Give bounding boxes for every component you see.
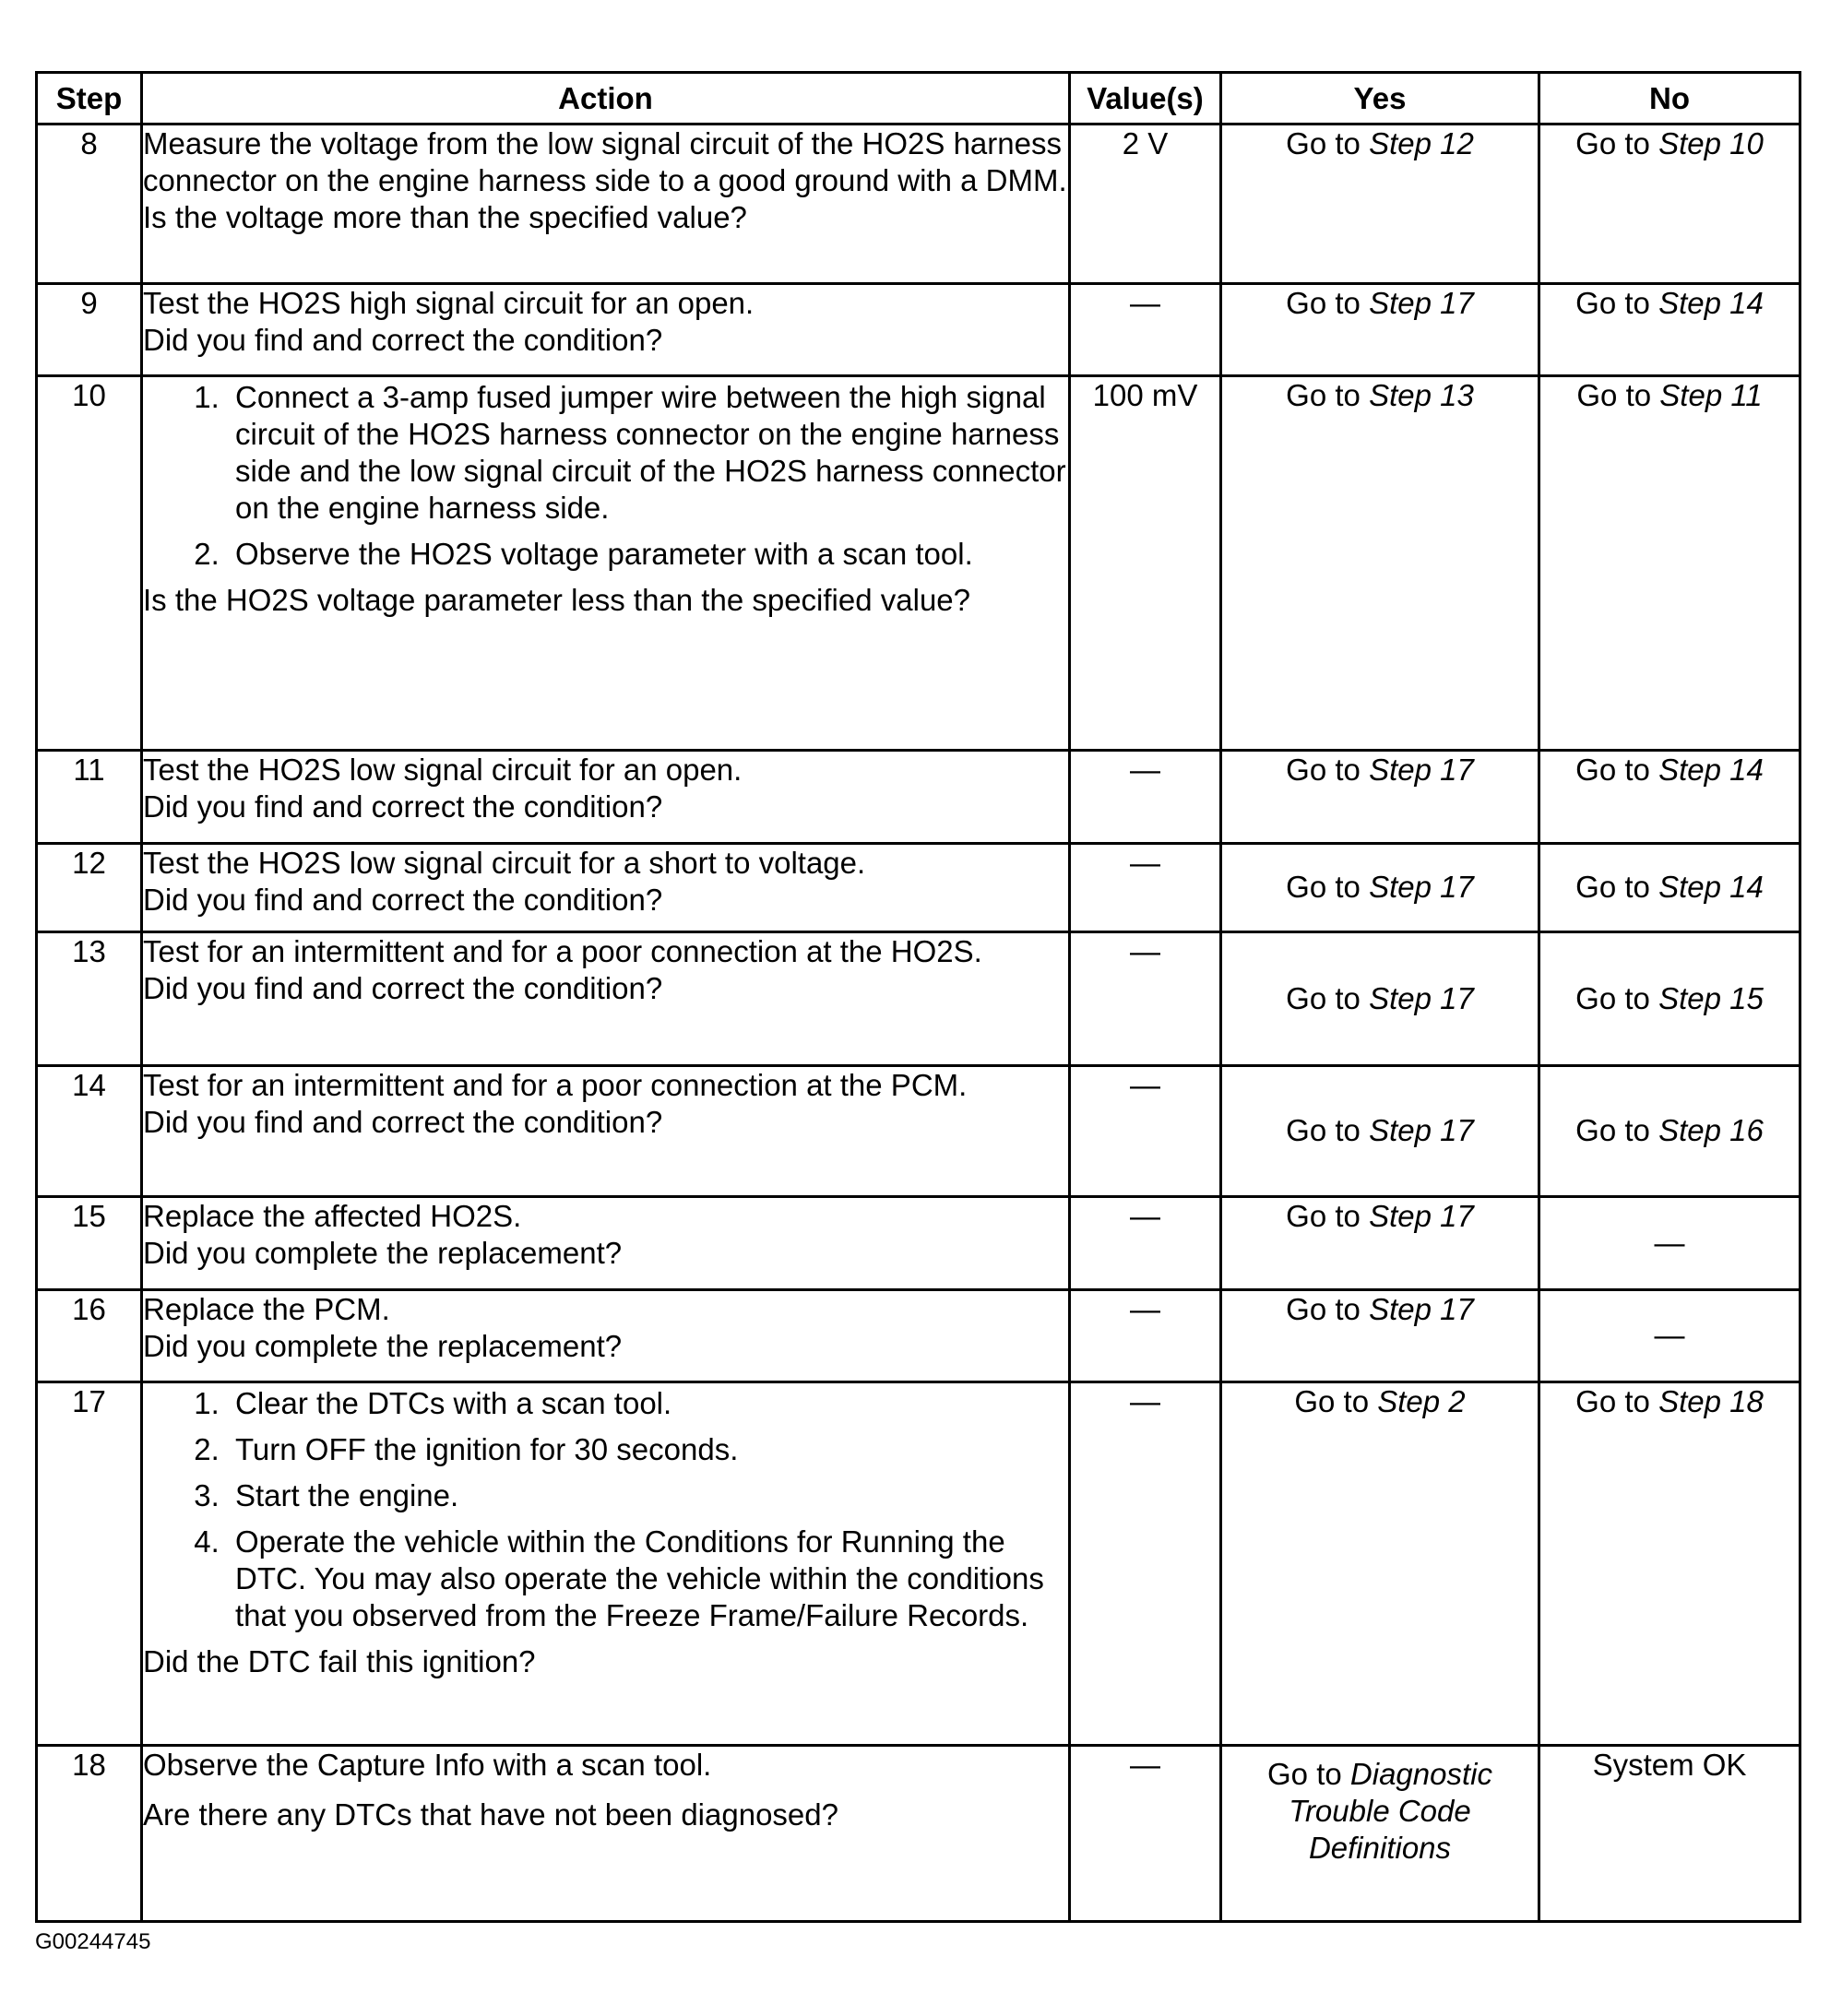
value-cell: — <box>1070 1746 1221 1922</box>
action-text: Observe the Capture Info with a scan tool. <box>143 1748 712 1783</box>
diagnostic-table <box>35 71 1801 1923</box>
no-cell <box>1539 843 1800 931</box>
step-number: 13 <box>37 932 142 1066</box>
action-text: Measure the voltage from the low signal circuit of the HO2S harness connector on the engine harness side to a good ground with a DMM. <box>143 126 1067 197</box>
step-number: 9 <box>37 283 142 375</box>
action-cell <box>142 1382 1070 1746</box>
yes-prefix: Go to <box>1267 1757 1342 1792</box>
yes-prefix: Go to <box>1286 1199 1361 1234</box>
table-row <box>37 125 1800 284</box>
yes-target: Step 17 <box>1369 1199 1474 1234</box>
header-action: Action <box>142 73 1070 125</box>
yes-goto-definitions <box>1222 1747 1538 1867</box>
yes-prefix: Go to <box>1286 378 1361 413</box>
table-row <box>37 1382 1800 1746</box>
yes-prefix: Go to <box>1286 870 1361 905</box>
step-number: 15 <box>37 1197 142 1289</box>
no-target: Step 14 <box>1658 285 1764 320</box>
value-cell: — <box>1070 751 1221 843</box>
action-cell <box>142 843 1070 931</box>
no-prefix: Go to <box>1575 126 1650 160</box>
action-question: Did the DTC fail this ignition? <box>143 1644 536 1679</box>
no-cell: — <box>1539 1197 1800 1289</box>
yes-cell <box>1221 932 1539 1066</box>
yes-prefix: Go to <box>1286 753 1361 788</box>
no-prefix: Go to <box>1575 285 1650 320</box>
no-cell <box>1539 376 1800 751</box>
yes-cell <box>1221 1065 1539 1197</box>
no-cell <box>1539 1382 1800 1746</box>
action-cell <box>142 283 1070 375</box>
table-row <box>37 1197 1800 1289</box>
no-prefix: Go to <box>1575 980 1650 1015</box>
action-cell <box>142 751 1070 843</box>
no-prefix: Go to <box>1575 1113 1650 1148</box>
yes-target: Step 17 <box>1369 1113 1474 1148</box>
value-cell: — <box>1070 843 1221 931</box>
yes-target: Step 2 <box>1377 1384 1466 1419</box>
yes-prefix: Go to <box>1286 1291 1361 1326</box>
no-target: Step 18 <box>1658 1384 1764 1419</box>
action-text: Test the HO2S low signal circuit for an open. <box>143 753 743 788</box>
step-number: 10 <box>37 376 142 751</box>
action-cell <box>142 1197 1070 1289</box>
step-number: 18 <box>37 1746 142 1922</box>
header-row <box>37 73 1800 125</box>
yes-cell <box>1221 376 1539 751</box>
yes-prefix: Go to <box>1286 285 1361 320</box>
no-prefix: Go to <box>1575 753 1650 788</box>
yes-target: Step 17 <box>1369 1291 1474 1326</box>
action-text: Test for an intermittent and for a poor connection at the HO2S. <box>143 934 982 968</box>
yes-prefix: Go to <box>1286 126 1361 160</box>
yes-target: Step 12 <box>1369 126 1474 160</box>
yes-cell <box>1221 283 1539 375</box>
action-question: Did you complete the replacement? <box>143 1328 623 1363</box>
yes-target: Step 17 <box>1369 870 1474 905</box>
action-text: Test the HO2S low signal circuit for a short to voltage. <box>143 845 866 880</box>
action-cell <box>142 376 1070 751</box>
yes-prefix: Go to <box>1286 980 1361 1015</box>
no-target: Step 11 <box>1659 378 1763 413</box>
action-text: Replace the affected HO2S. <box>143 1199 522 1234</box>
action-question: Did you find and correct the condition? <box>143 882 663 917</box>
yes-cell <box>1221 1197 1539 1289</box>
yes-cell <box>1221 751 1539 843</box>
value-cell: 100 mV <box>1070 376 1221 751</box>
action-step-item: 2. Observe the HO2S voltage parameter with a scan tool. <box>228 536 1068 573</box>
table-row <box>37 283 1800 375</box>
table-row <box>37 1746 1800 1922</box>
action-step-item: 3. Start the engine. <box>228 1477 1068 1514</box>
action-question: Are there any DTCs that have not been diagnosed? <box>143 1797 838 1832</box>
yes-target: Step 13 <box>1369 378 1474 413</box>
no-cell: System OK <box>1539 1746 1800 1922</box>
yes-prefix: Go to <box>1286 1113 1361 1148</box>
action-cell <box>142 125 1070 284</box>
figure-id: G00244745 <box>35 1929 151 1954</box>
action-cell <box>142 1289 1070 1382</box>
table-row <box>37 1065 1800 1197</box>
yes-cell <box>1221 125 1539 284</box>
value-cell: — <box>1070 1289 1221 1382</box>
table-row <box>37 1289 1800 1382</box>
action-question: Did you find and correct the condition? <box>143 322 663 357</box>
no-cell <box>1539 1065 1800 1197</box>
action-question: Did you complete the replacement? <box>143 1236 623 1271</box>
action-cell <box>142 932 1070 1066</box>
action-question: Is the voltage more than the specified value? <box>143 200 747 234</box>
action-text: Test for an intermittent and for a poor connection at the PCM. <box>143 1067 968 1102</box>
no-prefix: Go to <box>1575 1384 1650 1419</box>
step-number: 14 <box>37 1065 142 1197</box>
action-question: Is the HO2S voltage parameter less than the specified value? <box>143 583 971 618</box>
step-number: 8 <box>37 125 142 284</box>
action-step-item: 1. Connect a 3-amp fused jumper wire between the high signal circuit of the HO2S harness connector on the engine harness side and the low signal circuit of the HO2S harness connector on the engine harness side. <box>228 379 1068 527</box>
action-text: Replace the PCM. <box>143 1291 390 1326</box>
yes-cell <box>1221 1382 1539 1746</box>
value-cell: 2 V <box>1070 125 1221 284</box>
no-target: Step 14 <box>1658 753 1764 788</box>
yes-target: Step 17 <box>1369 285 1474 320</box>
action-cell <box>142 1746 1070 1922</box>
header-value: Value(s) <box>1070 73 1221 125</box>
yes-prefix: Go to <box>1294 1384 1370 1419</box>
table-row <box>37 376 1800 751</box>
no-target: Step 16 <box>1658 1113 1764 1148</box>
table-row <box>37 932 1800 1066</box>
action-text: Test the HO2S high signal circuit for an open. <box>143 285 755 320</box>
action-steps-list <box>143 379 1068 573</box>
value-cell: — <box>1070 1382 1221 1746</box>
yes-target: Step 17 <box>1369 980 1474 1015</box>
no-cell <box>1539 932 1800 1066</box>
action-cell <box>142 1065 1070 1197</box>
yes-cell <box>1221 1289 1539 1382</box>
no-cell <box>1539 751 1800 843</box>
no-prefix: Go to <box>1575 870 1650 905</box>
action-question: Did you find and correct the condition? <box>143 789 663 824</box>
action-question: Did you find and correct the condition? <box>143 971 663 1005</box>
value-cell: — <box>1070 932 1221 1066</box>
yes-cell <box>1221 1746 1539 1922</box>
step-number: 11 <box>37 751 142 843</box>
yes-target: Diagnostic Trouble Code Definitions <box>1289 1757 1492 1866</box>
table-row <box>37 843 1800 931</box>
no-prefix: Go to <box>1576 378 1652 413</box>
value-cell: — <box>1070 1197 1221 1289</box>
header-yes: Yes <box>1221 73 1539 125</box>
no-target: Step 14 <box>1658 870 1764 905</box>
value-cell: — <box>1070 283 1221 375</box>
no-target: Step 15 <box>1658 980 1764 1015</box>
action-steps-list <box>143 1385 1068 1634</box>
table-row <box>37 751 1800 843</box>
no-cell <box>1539 125 1800 284</box>
action-step-item: 4. Operate the vehicle within the Conditions for Running the DTC. You may also operate the vehicle within the conditions that you observed from the Freeze Frame/Failure Records. <box>228 1524 1068 1634</box>
step-number: 16 <box>37 1289 142 1382</box>
value-cell: — <box>1070 1065 1221 1197</box>
action-step-item: 1. Clear the DTCs with a scan tool. <box>228 1385 1068 1422</box>
no-target: Step 10 <box>1658 126 1764 160</box>
yes-cell <box>1221 843 1539 931</box>
no-cell: — <box>1539 1289 1800 1382</box>
step-number: 12 <box>37 843 142 931</box>
header-no: No <box>1539 73 1800 125</box>
no-cell <box>1539 283 1800 375</box>
action-question: Did you find and correct the condition? <box>143 1104 663 1139</box>
header-step: Step <box>37 73 142 125</box>
yes-target: Step 17 <box>1369 753 1474 788</box>
action-step-item: 2. Turn OFF the ignition for 30 seconds. <box>228 1431 1068 1468</box>
step-number: 17 <box>37 1382 142 1746</box>
